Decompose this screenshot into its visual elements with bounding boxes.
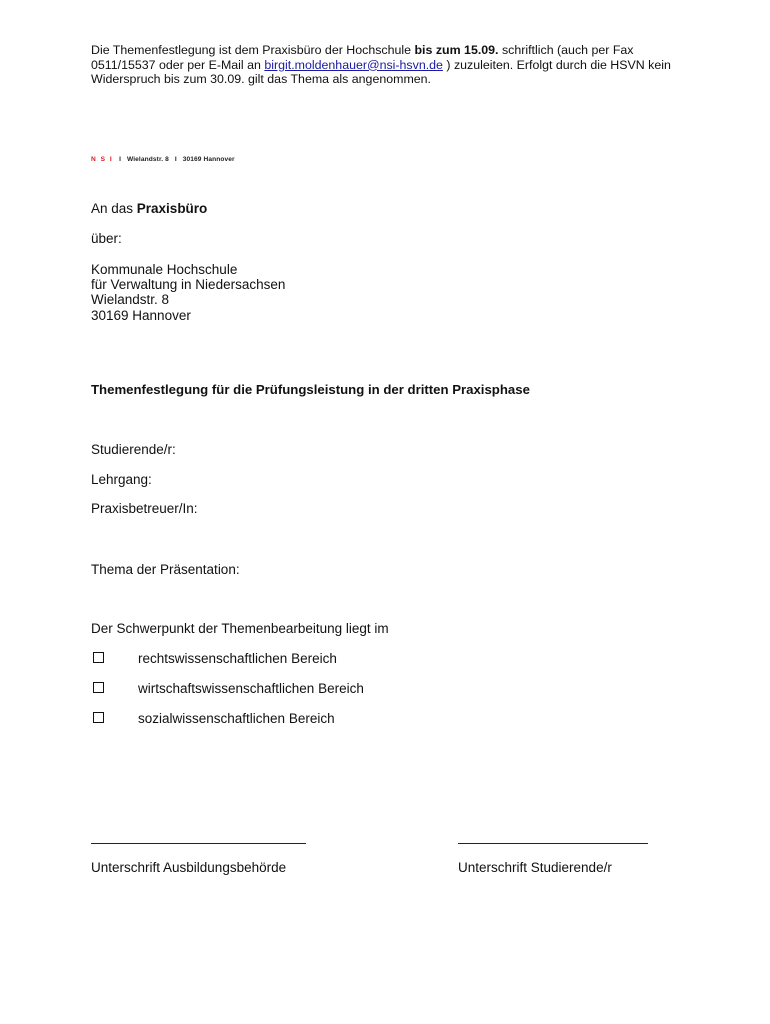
field-student-label: Studierende/r:: [91, 442, 176, 457]
signature-line-student[interactable]: [458, 843, 648, 844]
field-topic-label: Thema der Präsentation:: [91, 562, 240, 577]
signature-label-authority: Unterschrift Ausbildungsbehörde: [91, 860, 287, 875]
field-course-label: Lehrgang:: [91, 472, 152, 487]
option-law-label: rechtswissenschaftlichen Bereich: [138, 651, 337, 666]
signature-line-authority[interactable]: [91, 843, 306, 844]
sender-street: Wielandstr. 8: [126, 156, 169, 163]
intro-part1: Die Themenfestlegung ist dem Praxisbüro der Hochschule: [91, 43, 415, 57]
sender-separator: I: [174, 156, 177, 163]
sender-line: [91, 156, 235, 163]
signature-label-student: Unterschrift Studierende/r: [458, 860, 612, 875]
intro-deadline: bis zum 15.09.: [414, 43, 499, 57]
field-supervisor-label: Praxisbetreuer/In:: [91, 501, 198, 516]
checkbox-economics[interactable]: [93, 682, 104, 693]
recipient-address: [91, 262, 285, 323]
document-title: Themenfestlegung für die Prüfungsleistung in der dritten Praxisphase: [91, 382, 530, 397]
intro-part3: ) zuzuleiten. Erfolgt durch die HSVN kein Widerspruch bis zum 30.09. gilt das Thema als angenommen.: [91, 57, 671, 87]
address-line: für Verwaltung in Niedersachsen: [91, 277, 286, 293]
sender-city: 30169 Hannover: [182, 156, 235, 163]
address-line: 30169 Hannover: [91, 307, 191, 323]
address-line: Wielandstr. 8: [91, 292, 170, 308]
checkbox-social[interactable]: [93, 712, 104, 723]
checkbox-law[interactable]: [93, 652, 104, 663]
sender-org: N S I: [91, 156, 114, 163]
recipient-name: Praxisbüro: [136, 201, 208, 216]
recipient-via: über:: [91, 231, 122, 246]
address-line: Kommunale Hochschule: [91, 262, 238, 277]
email-link[interactable]: birgit.moldenhauer@nsi-hsvn.de: [264, 57, 443, 72]
option-social-label: sozialwissenschaftlichen Bereich: [138, 711, 335, 726]
recipient-line: [91, 201, 207, 216]
option-economics-label: wirtschaftswissenschaftlichen Bereich: [138, 681, 364, 696]
sender-separator: I: [119, 156, 122, 163]
focus-question: Der Schwerpunkt der Themenbearbeitung liegt im: [91, 621, 389, 636]
intro-part2: schriftlich (auch per Fax 0511/15537 oder per E-Mail an: [91, 43, 634, 72]
recipient-prefix: An das: [91, 201, 137, 216]
intro-text: [91, 43, 691, 87]
